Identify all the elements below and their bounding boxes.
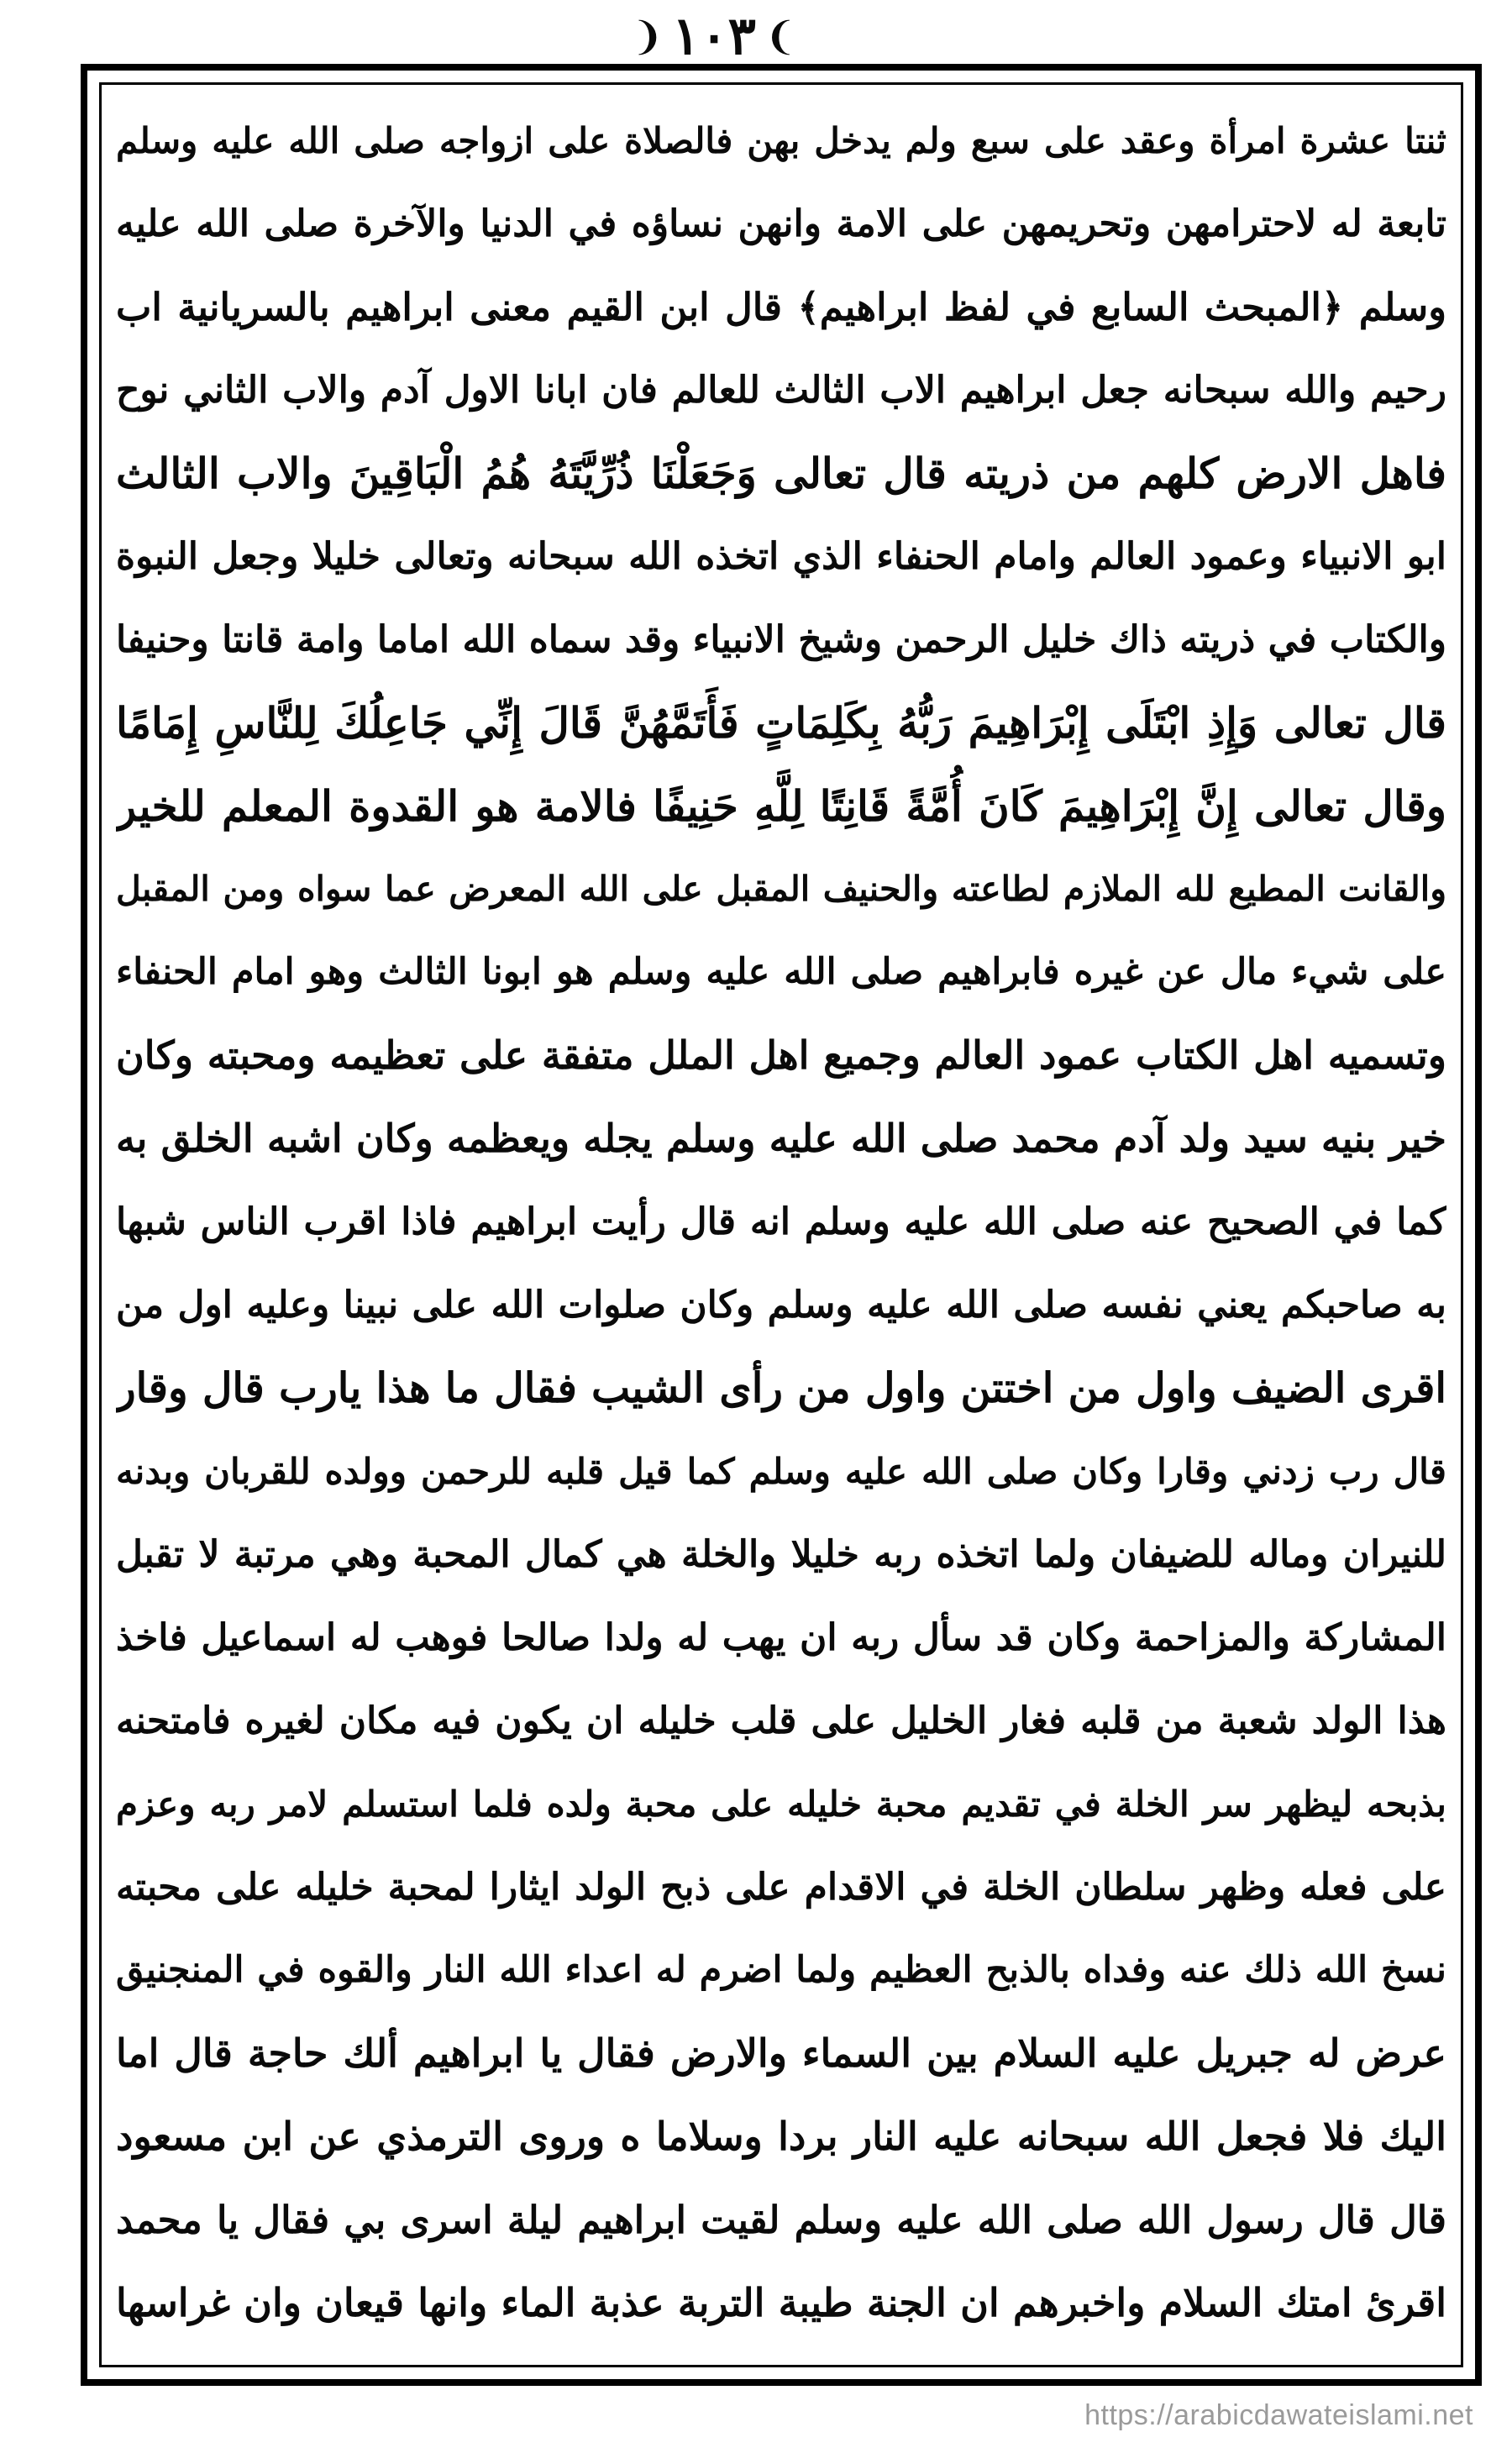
text-line: رحيم والله سبحانه جعل ابراهيم الاب الثالث للعالم فان ابانا الاول آدم والاب الثاني نوح bbox=[116, 369, 1446, 412]
text-line: تابعة له لاحترامهن وتحريمهن على الامة وانهن نساؤه في الدنيا والآخرة صلى الله عليه bbox=[116, 202, 1446, 245]
text-line: عرض له جبريل عليه السلام بين السماء والارض فقال يا ابراهيم ألك حاجة قال اما bbox=[116, 2030, 1446, 2076]
text-line: هذا الولد شعبة من قلبه فغار الخليل على قلب خليله ان يكون فيه مكان لغيره فامتحنه bbox=[116, 1699, 1446, 1742]
watermark-url: https://arabicdawateislami.net bbox=[1084, 2399, 1473, 2431]
page-number bbox=[622, 7, 806, 66]
text-line: قال رب زدني وقارا وكان صلى الله عليه وسلم كما قيل قلبه للرحمن وولده للقربان وبدنه bbox=[116, 1451, 1446, 1492]
text-line: والكتاب في ذريته ذاك خليل الرحمن وشيخ الانبياء وقد سماه الله اماما وامة قانتا وحنيفا bbox=[116, 618, 1446, 661]
text-line: فاهل الارض كلهم من ذريته قال تعالى وَجَعَلْنَا ذُرِّيَّتَهُ هُمُ الْبَاقِينَ والاب الثالث bbox=[116, 449, 1446, 498]
text-line: به صاحبكم يعني نفسه صلى الله عليه وسلم وكان صلوات الله على نبينا وعليه اول من bbox=[116, 1284, 1446, 1326]
text-line: اقرى الضيف واول من اختتن واول من رأى الشيب فقال ما هذا يارب قال وقار bbox=[116, 1363, 1446, 1412]
text-line: وقال تعالى إِنَّ إِبْرَاهِيمَ كَانَ أُمَّةً قَانِتًا لِلَّهِ حَنِيفًا فالامة هو القدوة المعلم للخير bbox=[116, 781, 1446, 831]
text-line: نسخ الله ذلك عنه وفداه بالذبح العظيم ولما اضرم له اعداء الله النار والقوه في المنجنيق bbox=[116, 1949, 1446, 1991]
text-line: المشاركة والمزاحمة وكان قد سأل ربه ان يهب له ولدا صالحا فوهب له اسماعيل فاخذ bbox=[116, 1616, 1446, 1659]
ornament-left-bracket: ❨ bbox=[764, 13, 797, 59]
text-line: والقانت المطيع لله الملازم لطاعته والحنيف المقبل على الله المعرض عما سواه ومن المقبل bbox=[116, 869, 1446, 909]
text-line: كما في الصحيح عنه صلى الله عليه وسلم انه قال رأيت ابراهيم فاذا اقرب الناس شبها bbox=[116, 1200, 1446, 1243]
text-line: ثنتا عشرة امرأة وعقد على سبع ولم يدخل بهن فالصلاة على ازواجه صلى الله عليه وسلم bbox=[116, 120, 1446, 161]
text-line: قال قال رسول الله صلى الله عليه وسلم لقيت ابراهيم ليلة اسرى بي فقال يا محمد bbox=[116, 2198, 1446, 2242]
text-line: اليك فلا فجعل الله سبحانه عليه النار بردا وسلاما ه وروى الترمذي عن ابن مسعود bbox=[116, 2114, 1446, 2159]
text-line: للنيران وماله للضيفان ولما اتخذه ربه خليلا والخلة هي كمال المحبة وهي مرتبة لا تقبل bbox=[116, 1533, 1446, 1576]
text-line: بذبحه ليظهر سر الخلة في تقديم محبة خليله على محبة ولده فلما استسلم لامر ربه وعزم bbox=[116, 1783, 1446, 1825]
text-line: ابو الانبياء وعمود العالم وامام الحنفاء الذي اتخذه الله سبحانه وتعالى خليلا وجعل النبوة bbox=[116, 535, 1446, 578]
text-line: اقرئ امتك السلام واخبرهم ان الجنة طيبة التربة عذبة الماء وانها قيعان وان غراسها bbox=[116, 2280, 1446, 2325]
text-line: خير بنيه سيد ولد آدم محمد صلى الله عليه وسلم يجله ويعظمه وكان اشبه الخلق به bbox=[116, 1116, 1446, 1161]
text-line: على شيء مال عن غيره فابراهيم صلى الله عليه وسلم هو ابونا الثالث وهو امام الحنفاء bbox=[116, 951, 1446, 993]
text-line: وتسميه اهل الكتاب عمود العالم وجميع اهل الملل متفقة على تعظيمه ومحبته وكان bbox=[116, 1032, 1446, 1078]
text-line: قال تعالى وَإِذِ ابْتَلَى إِبْرَاهِيمَ رَبُّهُ بِكَلِمَاتٍ فَأَتَمَّهُنَّ قَالَ إِنِّي جَاعِلُكَ لِلنَّاسِ إِمَامًا bbox=[116, 698, 1446, 748]
page-number-text: ۱۰۳ bbox=[672, 5, 756, 66]
ornament-right-bracket: ❩ bbox=[631, 13, 664, 59]
text-line: على فعله وظهر سلطان الخلة في الاقدام على ذبح الولد ايثارا لمحبة خليله على محبته bbox=[116, 1866, 1446, 1909]
text-body bbox=[116, 99, 1446, 2351]
text-line: وسلم ﴿المبحث السابع في لفظ ابراهيم﴾ قال ابن القيم معنى ابراهيم بالسريانية اب bbox=[116, 285, 1446, 329]
